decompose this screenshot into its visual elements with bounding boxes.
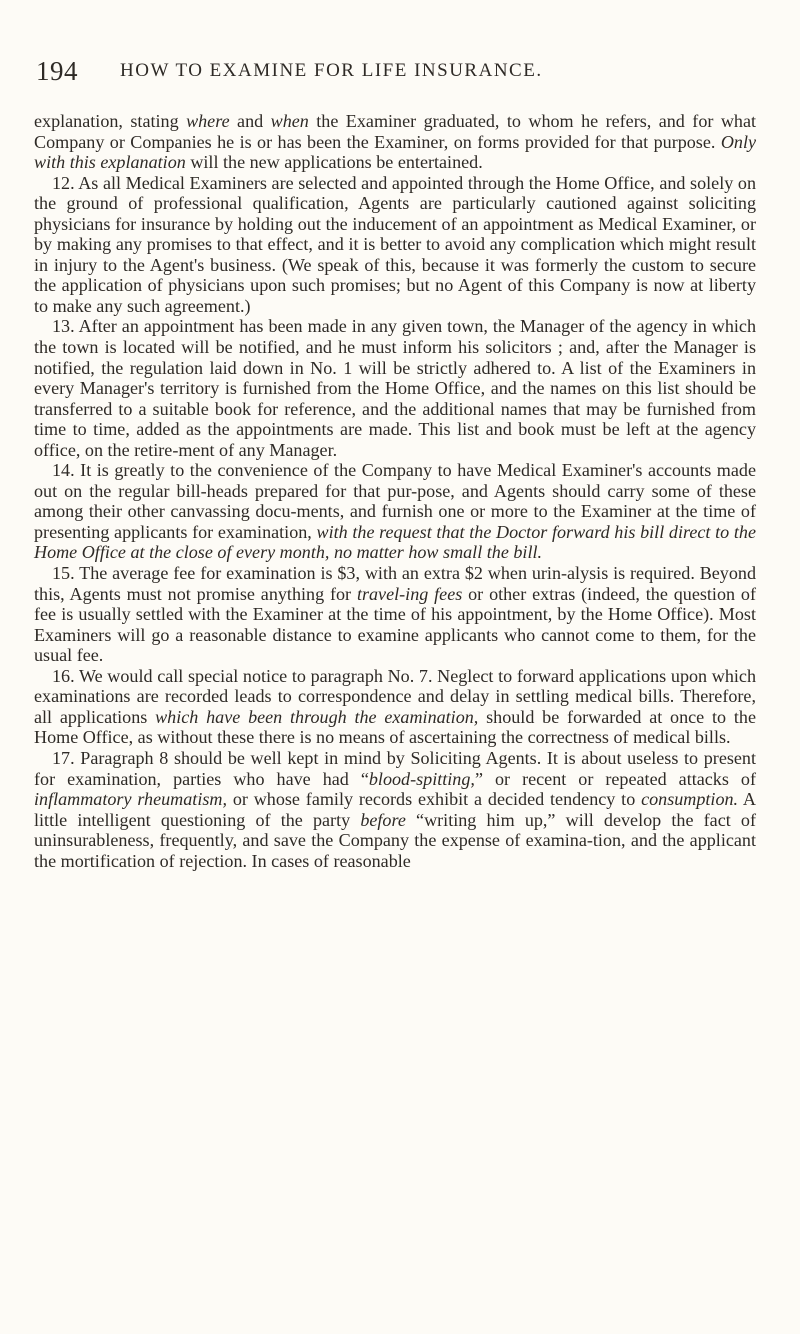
paragraph-16 <box>34 666 756 748</box>
text-run: 15. The average fee for examination is $3, with an extra $2 when urin-alysis is required. Beyond this, Agents must not promise anything for <box>34 563 756 604</box>
italic-text: inflammatory rheumatism, <box>34 789 227 810</box>
text-run: 17. Paragraph 8 should be well kept in mind by Soliciting Agents. It is about useless to present for examination, parties who have had “ <box>34 747 756 789</box>
text-run: 12. As all Medical Examiners are selected and appointed through the Home Office, and solely on the ground of professional qualification, Agents are particularly cautioned against soliciting physicians for insurance by holding out the inducement of an appointment as Medical Examiner, or by making any promises to that effect, and it is better to avoid any complication which might result in injury to the Agent's business. (We speak of this, because it was formerly the custom to secure the application of physicians upon such promises; but no Agent of this Company is now at liberty to make any such agreement.) <box>34 172 756 316</box>
text-run: 14. It is greatly to the convenience of the Company to have Medical Examiner's accounts made out on the regular bill-heads prepared for that pur-pose, and Agents should carry some of these among their other canvassing docu-ments, and furnish one or more to the Examiner at the time of presenting applicants for examination, <box>34 460 756 542</box>
italic-text: when <box>270 111 309 131</box>
page-header <box>36 56 764 90</box>
paragraph-11-continuation <box>34 111 756 173</box>
paragraph-15 <box>34 563 756 666</box>
body-text <box>34 111 756 871</box>
italic-text: which have been through the examination, <box>155 706 479 727</box>
text-run: will the new applications be entertained. <box>185 152 483 173</box>
page-number: 194 <box>36 56 78 86</box>
paragraph-13 <box>34 316 756 460</box>
text-run: A little intelligent questioning of the party <box>34 789 756 830</box>
text-run: 13. After an appointment has been made in any given town, the Manager of the agency in which the town is located will be notified, and he must inform his solicitors ; and, after the Manager is notified, the regulation laid down in No. 1 will be strictly adhered to. A list of the Examiners in every Manager's territory is furnished from the Home Office, and the names on this list should be transferred to a suitable book for reference, and the additional names that may be furnished from time to time, added as the appointments are made. This list and book must be left at the agency office, on the retire-ment of any Manager. <box>34 316 756 460</box>
paragraph-14 <box>34 460 756 563</box>
italic-text: Only with this explanation <box>34 131 756 173</box>
text-run: explanation, stating <box>34 111 187 131</box>
paragraph-12 <box>34 173 756 317</box>
italic-text: before <box>360 809 406 830</box>
italic-text: consumption. <box>641 789 739 810</box>
text-run: should be forwarded at once to the Home Office, as without these there is no means of ascertaining the correctness of medical bills. <box>34 706 756 748</box>
text-run: ” or recent or repeated attacks of <box>474 768 756 789</box>
text-run: and <box>229 111 271 131</box>
italic-text: travel-ing fees <box>356 583 463 604</box>
text-run: or whose family records exhibit a decided tendency to <box>226 789 642 810</box>
italic-text: with the request that the Doctor forward his bill direct to the Home Office at the close of every month, no matter how small the bill. <box>34 521 756 563</box>
text-run: the Examiner graduated, to whom he refers, and for what Company or Companies he is or has been the Examiner, on forms provided for that purpose. <box>34 111 757 152</box>
text-run: “writing him up,” will develop the fact of uninsurableness, frequently, and save the Company the expense of examina-tion, and the applicant the mortification of rejection. In cases of reasonable <box>34 809 756 871</box>
paragraph-17 <box>34 748 756 871</box>
text-run: or other extras (indeed, the question of fee is usually settled with the Examiner at the time of his appointment, by the Home Office). Most Examiners will go a reasonable distance to examine applicants who cannot come to them, for the usual fee. <box>34 583 756 666</box>
text-run: 16. We would call special notice to paragraph No. 7. Neglect to forward applications upon which examinations are recorded leads to correspondence and delay in settling medical bills. Therefore, all applications <box>34 665 756 727</box>
running-head: HOW TO EXAMINE FOR LIFE INSURANCE. <box>120 60 543 81</box>
italic-text: blood-spitting, <box>368 768 475 789</box>
italic-text: where <box>186 111 230 131</box>
